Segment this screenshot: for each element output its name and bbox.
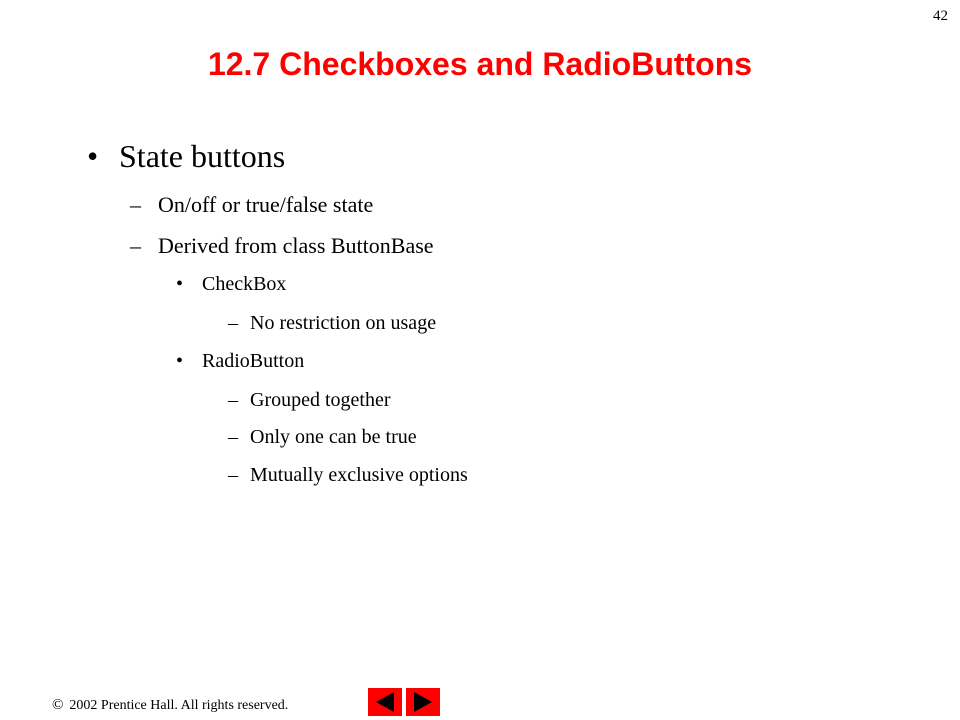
sub-bullet-item	[130, 233, 434, 259]
triangle-right-icon	[406, 688, 440, 716]
copyright-icon: ©	[52, 697, 64, 713]
level4-item	[228, 426, 417, 449]
level4-text: No restriction on usage	[250, 312, 437, 334]
sub-bullet-text: On/off or true/false state	[158, 192, 374, 217]
level4-text: Mutually exclusive options	[250, 464, 468, 486]
bullet-marker: •	[176, 350, 184, 372]
previous-slide-button[interactable]	[368, 688, 402, 716]
dash-marker: –	[130, 192, 141, 217]
bullet-item	[87, 138, 285, 175]
bullet-marker: •	[87, 138, 99, 174]
sub-sub-bullet-text: RadioButton	[202, 350, 305, 372]
slide-title: 12.7 Checkboxes and RadioButtons	[207, 46, 753, 82]
level4-item	[228, 464, 468, 487]
sub-sub-bullet-text: CheckBox	[202, 273, 287, 295]
bullet-text: State buttons	[119, 138, 286, 174]
slide-navigation	[368, 688, 440, 716]
level4-text: Only one can be true	[250, 426, 417, 448]
dash-marker: –	[130, 233, 141, 258]
bullet-marker: •	[176, 273, 184, 295]
triangle-left-icon	[368, 688, 402, 716]
sub-sub-bullet-item	[176, 273, 286, 296]
next-slide-button[interactable]	[406, 688, 440, 716]
sub-sub-bullet-item	[176, 350, 304, 373]
dash-marker: –	[228, 426, 238, 448]
copyright-footer	[52, 697, 288, 714]
dash-marker: –	[228, 312, 238, 334]
sub-bullet-text: Derived from class ButtonBase	[158, 233, 434, 258]
sub-bullet-item	[130, 192, 373, 218]
level4-item	[228, 389, 391, 412]
dash-marker: –	[228, 389, 238, 411]
slide-number: 42	[933, 8, 948, 24]
footer-text: 2002 Prentice Hall. All rights reserved.	[69, 698, 289, 713]
dash-marker: –	[228, 464, 238, 486]
level4-item	[228, 312, 436, 335]
level4-text: Grouped together	[250, 389, 391, 411]
